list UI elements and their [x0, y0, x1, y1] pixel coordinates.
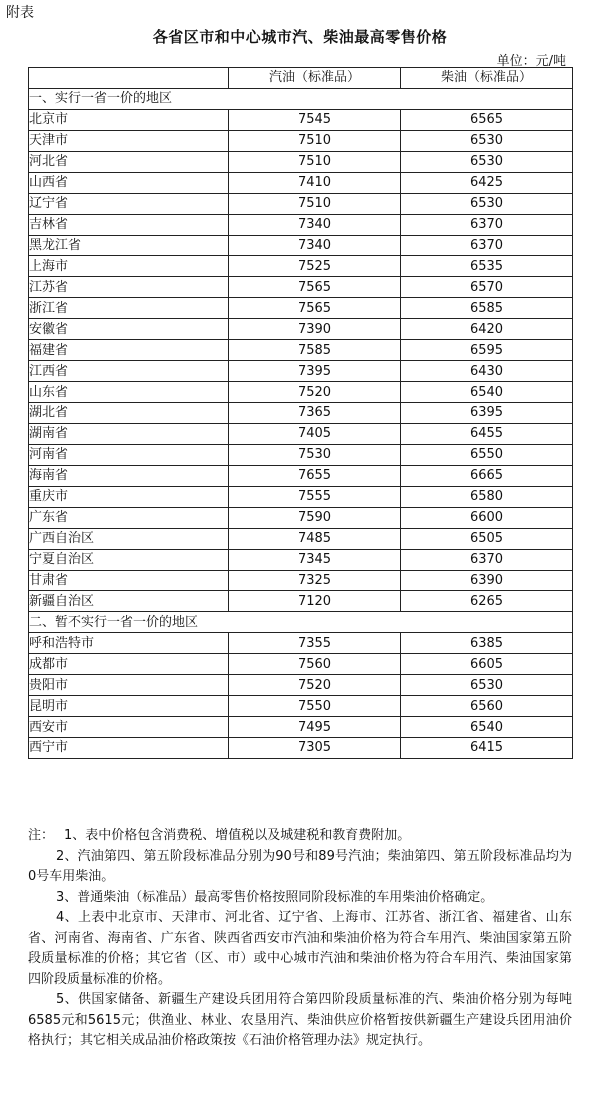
diesel-price-cell: 6370 — [401, 214, 573, 235]
region-cell: 广东省 — [29, 507, 229, 528]
table-row — [29, 570, 573, 591]
table-row — [29, 361, 573, 382]
unit-label: 单位：元/吨 — [496, 54, 566, 69]
diesel-price-cell: 6530 — [401, 193, 573, 214]
table-row — [29, 423, 573, 444]
region-cell: 辽宁省 — [29, 193, 229, 214]
diesel-price-cell: 6370 — [401, 549, 573, 570]
gasoline-price-cell: 7510 — [229, 193, 401, 214]
gasoline-price-cell: 7325 — [229, 570, 401, 591]
region-cell: 重庆市 — [29, 486, 229, 507]
diesel-price-cell: 6665 — [401, 465, 573, 486]
table-row — [29, 591, 573, 612]
attachment-label: 附表 — [6, 5, 34, 21]
gasoline-price-cell: 7545 — [229, 109, 401, 130]
table-row — [29, 277, 573, 298]
table-row — [29, 654, 573, 675]
table-row — [29, 298, 573, 319]
table-row — [29, 675, 573, 696]
note-item: 4、上表中北京市、天津市、河北省、辽宁省、上海市、江苏省、浙江省、福建省、山东省、河南省、海南省、广东省、陕西省西安市汽油和柴油价格为符合车用汽、柴油国家第五阶段质量标准的价格；其它省（区、市）或中心城市汽油和柴油价格为符合车用汽、柴油国家第四阶段质量标准的价格。 — [28, 910, 572, 987]
table-row — [29, 235, 573, 256]
gasoline-price-cell: 7305 — [229, 738, 401, 759]
note-item: 5、供国家储备、新疆生产建设兵团用符合第四阶段质量标准的汽、柴油价格分别为每吨6585元和5615元；供渔业、林业、农垦用汽、柴油供应价格暂按供新疆生产建设兵团用油价格执行；其它相关成品油价格政策按《石油价格管理办法》规定执行。 — [28, 992, 572, 1048]
diesel-price-cell: 6390 — [401, 570, 573, 591]
diesel-price-cell: 6540 — [401, 717, 573, 738]
table-row — [29, 633, 573, 654]
region-cell: 吉林省 — [29, 214, 229, 235]
region-cell: 河南省 — [29, 444, 229, 465]
table-row — [29, 130, 573, 151]
region-cell: 天津市 — [29, 130, 229, 151]
diesel-price-cell: 6570 — [401, 277, 573, 298]
region-cell: 北京市 — [29, 109, 229, 130]
diesel-price-cell: 6600 — [401, 507, 573, 528]
table-row — [29, 256, 573, 277]
diesel-price-cell: 6605 — [401, 654, 573, 675]
region-cell: 湖南省 — [29, 423, 229, 444]
diesel-price-cell: 6585 — [401, 298, 573, 319]
region-cell: 成都市 — [29, 654, 229, 675]
diesel-price-cell: 6530 — [401, 130, 573, 151]
diesel-price-cell: 6420 — [401, 319, 573, 340]
diesel-price-cell: 6560 — [401, 696, 573, 717]
diesel-price-cell: 6595 — [401, 340, 573, 361]
table-row — [29, 696, 573, 717]
diesel-price-cell: 6540 — [401, 382, 573, 403]
gasoline-price-cell: 7550 — [229, 696, 401, 717]
diesel-price-cell: 6385 — [401, 633, 573, 654]
section-label: 一、实行一省一价的地区 — [29, 88, 573, 109]
table-row — [29, 507, 573, 528]
table-row — [29, 214, 573, 235]
table-row — [29, 717, 573, 738]
region-cell: 甘肃省 — [29, 570, 229, 591]
table-row — [29, 340, 573, 361]
region-cell: 上海市 — [29, 256, 229, 277]
note-item: 2、汽油第四、第五阶段标准品分别为90号和89号汽油；柴油第四、第五阶段标准品均为0号车用柴油。 — [28, 848, 572, 884]
region-cell: 山东省 — [29, 382, 229, 403]
table-row — [29, 193, 573, 214]
gasoline-price-cell: 7405 — [229, 423, 401, 444]
region-cell: 西宁市 — [29, 738, 229, 759]
page-title: 各省区市和中心城市汽、柴油最高零售价格 — [152, 28, 448, 46]
diesel-price-cell: 6565 — [401, 109, 573, 130]
diesel-price-cell: 6530 — [401, 151, 573, 172]
region-cell: 河北省 — [29, 151, 229, 172]
note-item: 3、普通柴油（标准品）最高零售价格按照同阶段标准的车用柴油价格确定。 — [56, 889, 494, 905]
table-row — [29, 528, 573, 549]
gasoline-price-cell: 7485 — [229, 528, 401, 549]
region-cell: 海南省 — [29, 465, 229, 486]
table-row — [29, 444, 573, 465]
table-row — [29, 403, 573, 424]
table-row — [29, 172, 573, 193]
gasoline-price-cell: 7510 — [229, 130, 401, 151]
diesel-price-cell: 6505 — [401, 528, 573, 549]
diesel-price-cell: 6425 — [401, 172, 573, 193]
region-cell: 江苏省 — [29, 277, 229, 298]
diesel-price-cell: 6550 — [401, 444, 573, 465]
gasoline-price-cell: 7365 — [229, 403, 401, 424]
region-cell: 浙江省 — [29, 298, 229, 319]
gasoline-price-cell: 7495 — [229, 717, 401, 738]
region-cell: 昆明市 — [29, 696, 229, 717]
gasoline-price-cell: 7340 — [229, 214, 401, 235]
gasoline-price-cell: 7510 — [229, 151, 401, 172]
gasoline-price-cell: 7530 — [229, 444, 401, 465]
gasoline-price-cell: 7410 — [229, 172, 401, 193]
gasoline-price-cell: 7120 — [229, 591, 401, 612]
gasoline-price-cell: 7395 — [229, 361, 401, 382]
region-cell: 新疆自治区 — [29, 591, 229, 612]
gasoline-price-cell: 7355 — [229, 633, 401, 654]
diesel-price-cell: 6265 — [401, 591, 573, 612]
table-row — [29, 382, 573, 403]
region-cell: 湖北省 — [29, 403, 229, 424]
note-item — [28, 826, 572, 847]
gasoline-price-cell: 7565 — [229, 298, 401, 319]
table-row — [29, 549, 573, 570]
section-label: 二、暂不实行一省一价的地区 — [29, 612, 573, 633]
section-row — [29, 88, 573, 109]
gasoline-price-cell: 7525 — [229, 256, 401, 277]
gasoline-price-cell: 7555 — [229, 486, 401, 507]
region-cell: 宁夏自治区 — [29, 549, 229, 570]
region-cell: 西安市 — [29, 717, 229, 738]
table-row — [29, 486, 573, 507]
region-cell: 呼和浩特市 — [29, 633, 229, 654]
region-cell: 贵阳市 — [29, 675, 229, 696]
gasoline-price-cell: 7655 — [229, 465, 401, 486]
table-header-row — [29, 68, 573, 89]
price-table — [28, 67, 573, 759]
gasoline-price-cell: 7520 — [229, 382, 401, 403]
region-cell: 江西省 — [29, 361, 229, 382]
header-diesel: 柴油（标准品） — [401, 68, 573, 89]
diesel-price-cell: 6430 — [401, 361, 573, 382]
diesel-price-cell: 6455 — [401, 423, 573, 444]
note-text: 1、表中价格包含消费税、增值税以及城建税和教育费附加。 — [64, 828, 411, 843]
table-row — [29, 151, 573, 172]
notes-prefix: 注： — [28, 828, 55, 843]
gasoline-price-cell: 7565 — [229, 277, 401, 298]
gasoline-price-cell: 7345 — [229, 549, 401, 570]
diesel-price-cell: 6395 — [401, 403, 573, 424]
table-body — [29, 88, 573, 758]
gasoline-price-cell: 7520 — [229, 675, 401, 696]
header-gasoline: 汽油（标准品） — [229, 68, 401, 89]
notes — [28, 826, 572, 1052]
header-region — [29, 68, 229, 89]
region-cell: 福建省 — [29, 340, 229, 361]
diesel-price-cell: 6580 — [401, 486, 573, 507]
gasoline-price-cell: 7590 — [229, 507, 401, 528]
diesel-price-cell: 6415 — [401, 738, 573, 759]
diesel-price-cell: 6370 — [401, 235, 573, 256]
table-row — [29, 738, 573, 759]
gasoline-price-cell: 7340 — [229, 235, 401, 256]
gasoline-price-cell: 7390 — [229, 319, 401, 340]
region-cell: 黑龙江省 — [29, 235, 229, 256]
gasoline-price-cell: 7560 — [229, 654, 401, 675]
region-cell: 山西省 — [29, 172, 229, 193]
gasoline-price-cell: 7585 — [229, 340, 401, 361]
table-row — [29, 319, 573, 340]
region-cell: 广西自治区 — [29, 528, 229, 549]
region-cell: 安徽省 — [29, 319, 229, 340]
section-row — [29, 612, 573, 633]
table-row — [29, 109, 573, 130]
diesel-price-cell: 6535 — [401, 256, 573, 277]
diesel-price-cell: 6530 — [401, 675, 573, 696]
table-row — [29, 465, 573, 486]
